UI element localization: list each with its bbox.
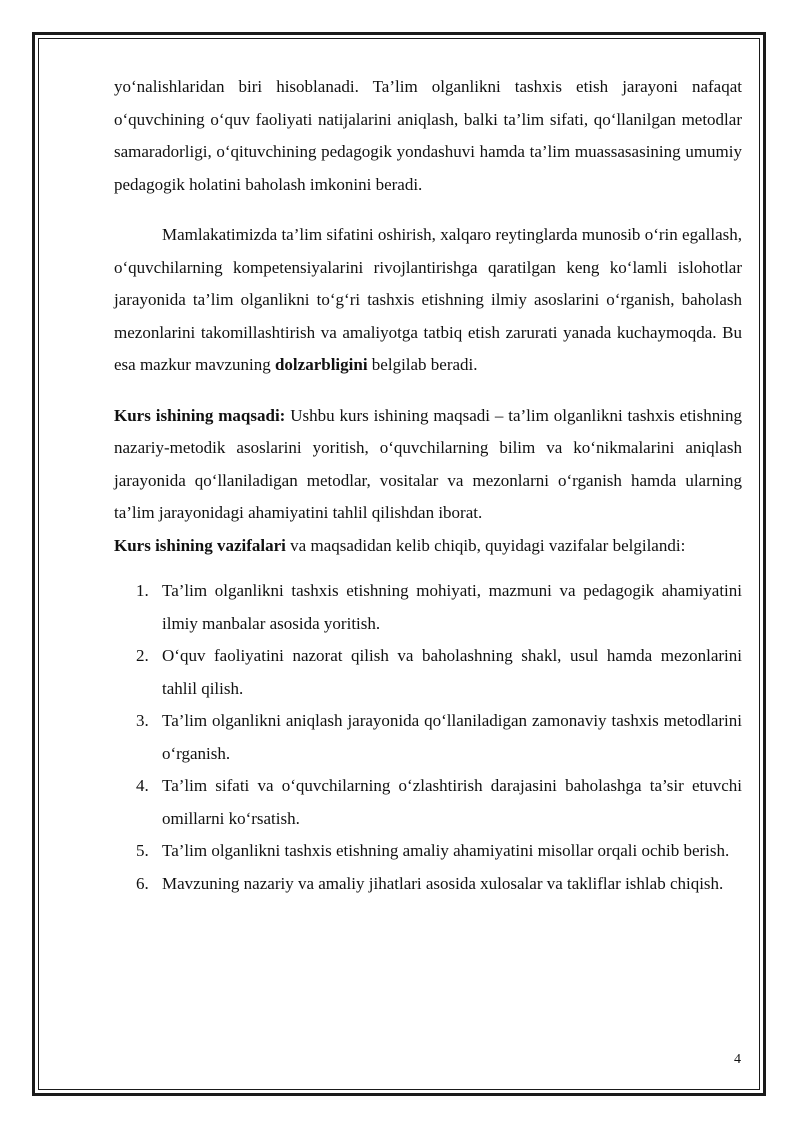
list-item-text: Ta’lim olganlikni tashxis etishning amaliy ahamiyatini misollar orqali ochib berish.: [162, 841, 730, 860]
list-item-number: 3.: [136, 711, 149, 730]
goal-text: Ushbu kurs ishining maqsadi – ta’lim olganlikni tashxis etishning nazariy-metodik asoslarini yoritish, oʻquvchilarning bilim va koʻnikmalarini aniqlash jarayonida qoʻllaniladigan metodlar, vositalar va mezonlarni oʻrganish hamda ularning ta’lim jarayonidagi ahamiyatini tahlil qilishdan iborat.: [114, 405, 742, 522]
goal-paragraph: [114, 400, 742, 530]
document-body: [114, 71, 742, 900]
tasks-label: Kurs ishining vazifalari: [114, 535, 286, 555]
list-item: [114, 770, 742, 835]
goal-label: Kurs ishining maqsadi:: [114, 405, 286, 425]
list-item: [114, 575, 742, 640]
relevance-text-end: belgilab beradi.: [367, 355, 478, 374]
list-item-number: 1.: [136, 581, 149, 600]
list-item: [114, 640, 742, 705]
list-item-text: Oʻquv faoliyatini nazorat qilish va baholashning shakl, usul hamda mezonlarini tahlil qilish.: [162, 646, 742, 698]
list-item-text: Ta’lim olganlikni aniqlash jarayonida qoʻllaniladigan zamonaviy tashxis metodlarini oʻrganish.: [162, 711, 742, 763]
intro-paragraph: yoʻnalishlaridan biri hisoblanadi. Ta’lim olganlikni tashxis etish jarayoni nafaqat oʻquvchining oʻquv faoliyati natijalarini aniqlash, balki ta’lim sifati, qoʻllanilgan metodlar samaradorligi, oʻqituvchining pedagogik yondashuvi hamda ta’lim muassasasining umumiy pedagogik holatini baholash imkonini beradi.: [114, 77, 742, 194]
list-item-number: 6.: [136, 873, 149, 893]
list-item: [114, 705, 742, 770]
list-item-number: 2.: [136, 646, 149, 665]
list-item-text: Ta’lim olganlikni tashxis etishning mohiyati, mazmuni va pedagogik ahamiyatini ilmiy manbalar asosida yoritish.: [162, 581, 742, 633]
list-item-number: 5.: [136, 841, 149, 860]
tasks-intro-paragraph: [114, 530, 742, 563]
relevance-keyword: dolzarbligini: [274, 355, 368, 374]
relevance-paragraph: [114, 219, 742, 382]
relevance-text: Mamlakatimizda ta’lim sifatini oshirish, xalqaro reytinglarda munosib oʻrin egallash, oʻquvchilarning kompetensiyalarini rivojlantirishga qaratilgan keng koʻlamli islohotlar jarayonida ta’lim olganlikni toʻgʻri tashxis etishning ilmiy asoslarini oʻrganish, baholash mezonlarini takomillashtirish va amaliyotga tatbiq etish zarurati yanada kuchaymoqda. Bu esa mazkur mavzuning: [114, 225, 742, 374]
list-item: [114, 868, 742, 901]
task-list: [114, 575, 742, 900]
list-item-number: 4.: [136, 776, 149, 795]
list-item-text: Ta’lim sifati va oʻquvchilarning oʻzlashtirish darajasini baholashga ta’sir etuvchi omillarni koʻrsatish.: [162, 776, 742, 828]
page-number: 4: [734, 1052, 741, 1067]
tasks-intro-text: va maqsadidan kelib chiqib, quyidagi vazifalar belgilandi:: [285, 535, 686, 555]
list-item: [114, 835, 742, 868]
list-item-text: Mavzuning nazariy va amaliy jihatlari asosida xulosalar va takliflar ishlab chiqish.: [162, 873, 724, 893]
